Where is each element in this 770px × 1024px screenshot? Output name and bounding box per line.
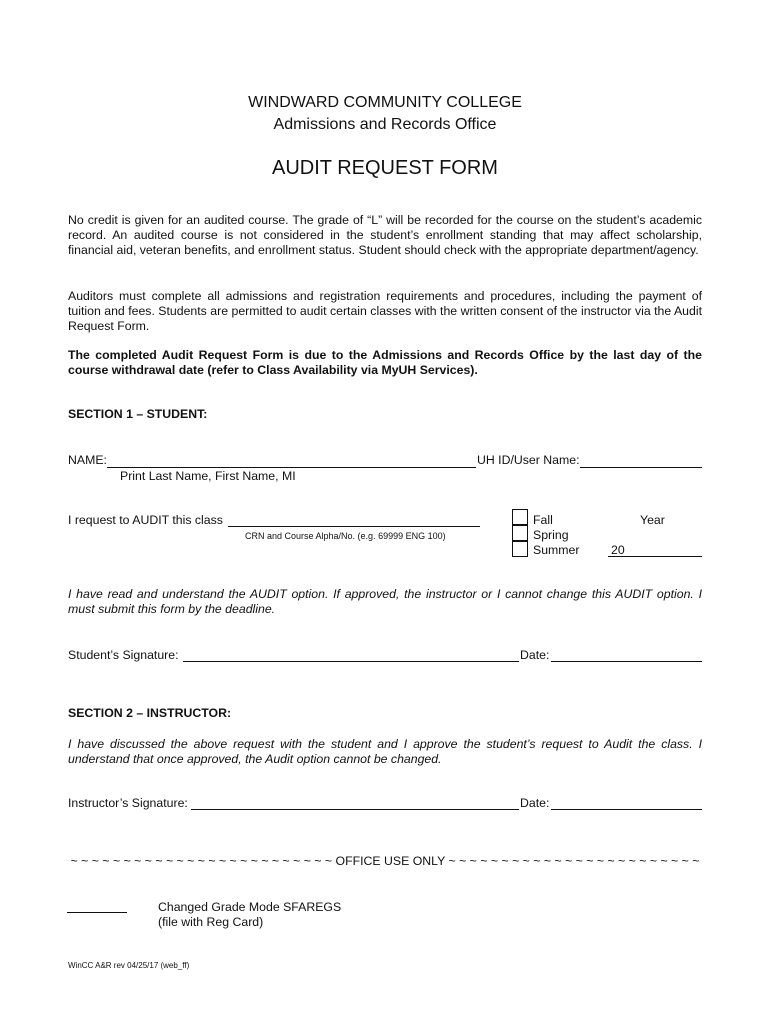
student-signature-field[interactable] (183, 661, 519, 662)
name-hint: Print Last Name, First Name, MI (120, 469, 296, 483)
student-date-field[interactable] (551, 661, 702, 662)
summer-checkbox[interactable] (512, 541, 528, 557)
instructor-signature-label: Instructor’s Signature: (68, 796, 188, 810)
form-title: AUDIT REQUEST FORM (272, 157, 498, 179)
instructor-signature-field[interactable] (191, 809, 519, 810)
college-name: WINDWARD COMMUNITY COLLEGE (248, 94, 522, 111)
intro-paragraph-credit: No credit is given for an audited course. The grade of “L” will be recorded for the course on the student’s academic record. An audited course is not considered in the student’s enrollment standing that may affect scholarship, financial aid, veteran benefits, and enrollment status. Student should check with the appropriate department/agency. (68, 213, 702, 257)
instructor-statement: I have discussed the above request with the student and I approve the student’s request to Audit the class. I understand that once approved, the Audit option cannot be changed. (68, 737, 702, 766)
uhid-field[interactable] (580, 467, 702, 468)
crn-hint: CRN and Course Alpha/No. (e.g. 69999 ENG 100) (245, 531, 446, 541)
instructor-date-field[interactable] (551, 809, 702, 810)
spring-label: Spring (533, 528, 569, 542)
year-prefix: 20 (611, 543, 625, 557)
form-revision-footer: WinCC A&R rev 04/25/17 (web_ff) (68, 961, 190, 970)
fall-label: Fall (533, 513, 553, 527)
name-label: NAME: (68, 453, 107, 467)
summer-label: Summer (533, 543, 580, 557)
fall-checkbox[interactable] (512, 509, 528, 525)
year-field[interactable] (608, 556, 702, 557)
grade-mode-note: (file with Reg Card) (158, 915, 264, 929)
audit-class-label: I request to AUDIT this class (68, 513, 223, 527)
name-field[interactable] (107, 467, 476, 468)
intro-paragraph-deadline: The completed Audit Request Form is due to the Admissions and Records Office by the last day of the course withdrawal date (refer to Class Availability via MyUH Services). (68, 348, 702, 377)
section2-title: SECTION 2 – INSTRUCTOR: (68, 706, 232, 720)
student-signature-label: Student’s Signature: (68, 648, 179, 662)
section1-title: SECTION 1 – STUDENT: (68, 407, 208, 421)
instructor-date-label: Date: (520, 796, 550, 810)
office-name: Admissions and Records Office (273, 116, 497, 133)
uhid-label: UH ID/User Name: (477, 453, 580, 467)
grade-mode-label: Changed Grade Mode SFAREGS (158, 900, 342, 914)
spring-checkbox[interactable] (512, 525, 528, 541)
student-date-label: Date: (520, 648, 550, 662)
grade-mode-check-field[interactable] (67, 912, 127, 913)
office-use-divider: ~ ~ ~ ~ ~ ~ ~ ~ ~ ~ ~ ~ ~ ~ ~ ~ ~ ~ ~ ~ ~ ~ ~ ~ ~ OFFICE USE ONLY ~ ~ ~ ~ ~ ~ ~ ~ ~ ~ ~ ~ ~ ~ ~ ~ ~ ~ ~ ~ ~ ~ ~ ~ (70, 854, 700, 868)
audit-agreement: I have read and understand the AUDIT option. If approved, the instructor or I cannot change this AUDIT option. I must submit this form by the deadline. (68, 587, 702, 616)
course-field[interactable] (228, 526, 480, 527)
intro-paragraph-requirements: Auditors must complete all admissions and registration requirements and procedures, including the payment of tuition and fees. Students are permitted to audit certain classes with the written consent of the instructor via the Audit Request Form. (68, 289, 702, 333)
year-label: Year (640, 513, 665, 527)
